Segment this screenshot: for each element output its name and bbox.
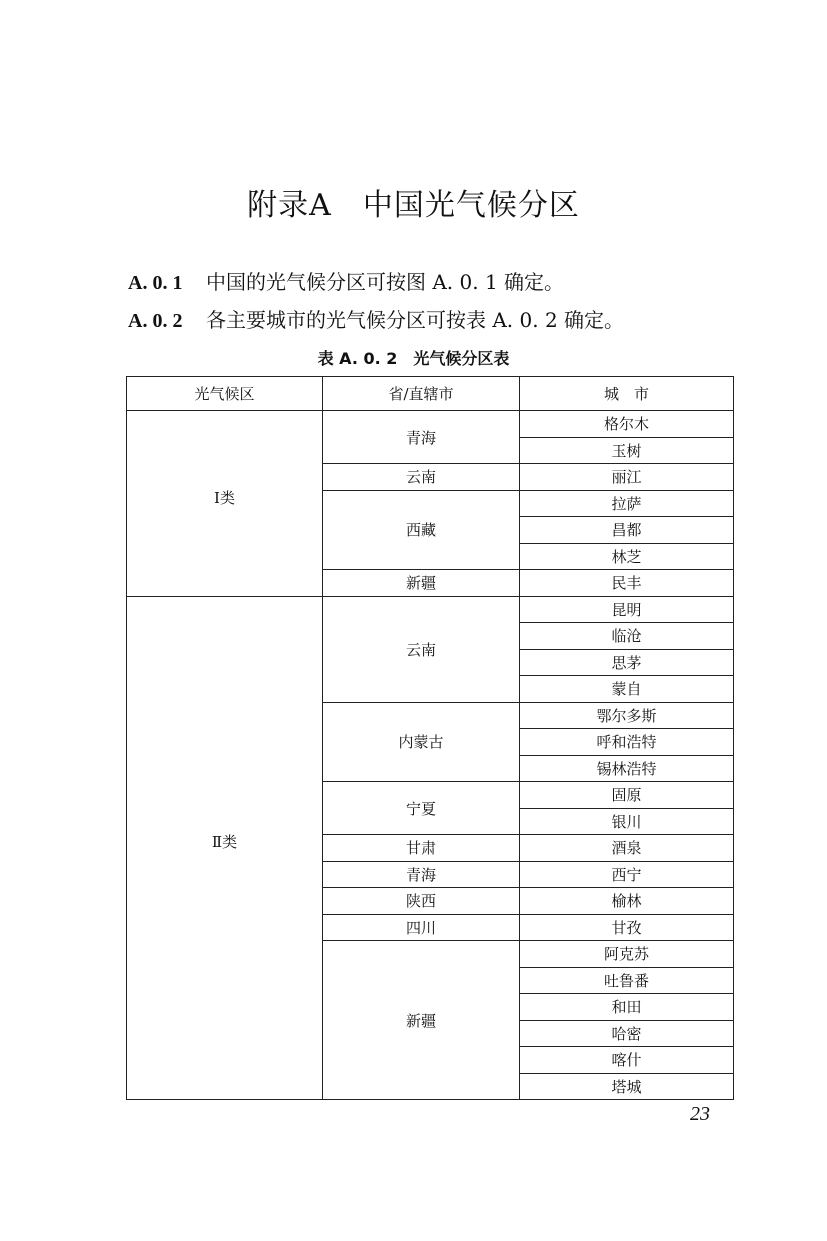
city-cell: 哈密 <box>520 1020 734 1047</box>
city-cell: 西宁 <box>520 861 734 888</box>
clause-number: A. 0. 2 <box>128 310 183 332</box>
city-cell: 锡林浩特 <box>520 755 734 782</box>
header-province: 省/直辖市 <box>323 377 520 411</box>
header-zone: 光气候区 <box>127 377 323 411</box>
province-cell: 宁夏 <box>323 782 520 835</box>
clause-number: A. 0. 1 <box>128 272 183 294</box>
city-cell: 呼和浩特 <box>520 729 734 756</box>
city-cell: 格尔木 <box>520 411 734 438</box>
city-cell: 阿克苏 <box>520 941 734 968</box>
clause-text: 中国的光气候分区可按图 A. 0. 1 确定。 <box>206 270 565 294</box>
table-row <box>127 411 734 438</box>
city-cell: 银川 <box>520 808 734 835</box>
city-cell: 吐鲁番 <box>520 967 734 994</box>
page-number: 23 <box>690 1103 710 1125</box>
province-cell: 新疆 <box>323 941 520 1100</box>
province-cell: 甘肃 <box>323 835 520 862</box>
clause-a-0-2 <box>128 304 624 333</box>
city-cell: 丽江 <box>520 464 734 491</box>
city-cell: 固原 <box>520 782 734 809</box>
city-cell: 玉树 <box>520 437 734 464</box>
header-city: 城 市 <box>520 377 734 411</box>
city-cell: 林芝 <box>520 543 734 570</box>
zone-cell: Ⅰ类 <box>127 411 323 597</box>
table-caption: 表 A. 0. 2 光气候分区表 <box>317 349 510 368</box>
province-cell: 云南 <box>323 596 520 702</box>
city-cell: 思茅 <box>520 649 734 676</box>
city-cell: 塔城 <box>520 1073 734 1100</box>
table-header-row <box>127 377 734 411</box>
page-title: 附录A 中国光气候分区 <box>247 188 580 223</box>
city-cell: 和田 <box>520 994 734 1021</box>
city-cell: 甘孜 <box>520 914 734 941</box>
city-cell: 民丰 <box>520 570 734 597</box>
city-cell: 酒泉 <box>520 835 734 862</box>
city-cell: 鄂尔多斯 <box>520 702 734 729</box>
province-cell: 内蒙古 <box>323 702 520 782</box>
climate-zone-table <box>126 376 734 1100</box>
zone-cell: Ⅱ类 <box>127 596 323 1100</box>
table-body <box>127 411 734 1100</box>
clause-a-0-1 <box>128 266 564 295</box>
table-row <box>127 596 734 623</box>
clause-text: 各主要城市的光气候分区可按表 A. 0. 2 确定。 <box>206 308 625 332</box>
province-cell: 西藏 <box>323 490 520 570</box>
province-cell: 青海 <box>323 411 520 464</box>
city-cell: 临沧 <box>520 623 734 650</box>
province-cell: 云南 <box>323 464 520 491</box>
city-cell: 拉萨 <box>520 490 734 517</box>
province-cell: 新疆 <box>323 570 520 597</box>
province-cell: 四川 <box>323 914 520 941</box>
city-cell: 蒙自 <box>520 676 734 703</box>
city-cell: 昌都 <box>520 517 734 544</box>
province-cell: 青海 <box>323 861 520 888</box>
city-cell: 榆林 <box>520 888 734 915</box>
city-cell: 昆明 <box>520 596 734 623</box>
city-cell: 喀什 <box>520 1047 734 1074</box>
province-cell: 陕西 <box>323 888 520 915</box>
